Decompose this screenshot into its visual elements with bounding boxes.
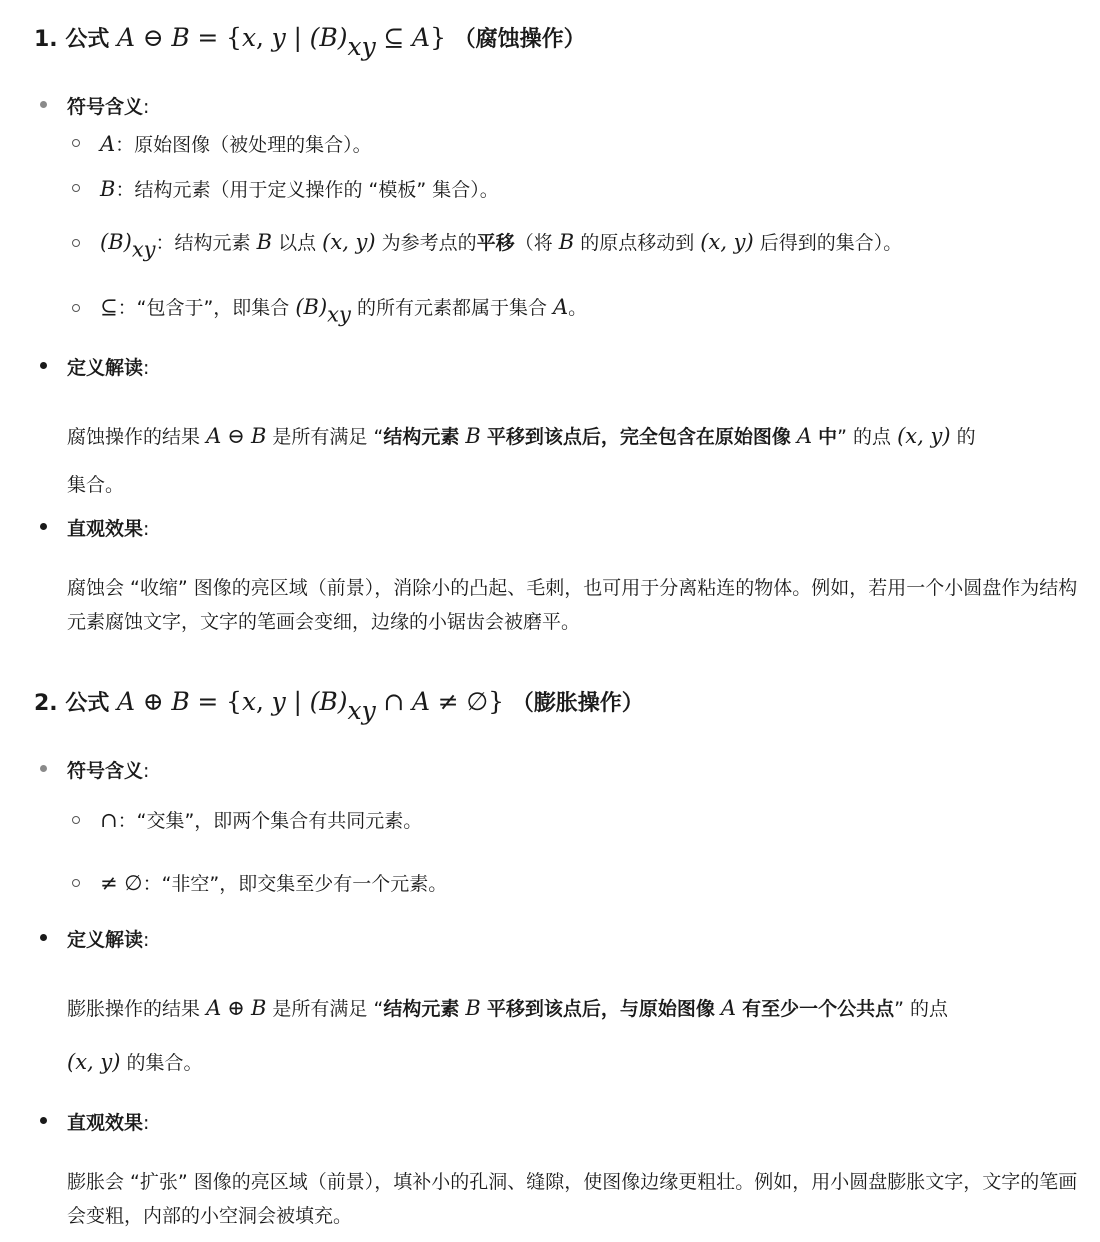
section-2-number: 2. 公式 <box>34 691 110 716</box>
section-2-heading <box>34 686 644 725</box>
bullet-dot <box>40 101 47 108</box>
bullet-dot <box>40 934 47 941</box>
bullet-dot <box>40 1117 47 1124</box>
list-item: A：原始图像（被处理的集合）。 <box>100 132 372 156</box>
bullet-dot <box>40 523 47 530</box>
symbol-meaning-label: 符号含义: <box>67 760 150 782</box>
sub-bullet <box>72 239 80 247</box>
sub-bullet <box>72 816 80 824</box>
section-1-title: （腐蚀操作） <box>453 27 586 52</box>
definition-label: 定义解读: <box>67 357 150 379</box>
list-item: ∩：“交集”，即两个集合有共同元素。 <box>100 808 423 832</box>
bullet-dot <box>40 362 47 369</box>
bullet-dot <box>40 765 47 772</box>
sub-bullet <box>72 879 80 887</box>
section-2-title: （膨胀操作） <box>511 691 644 716</box>
list-item: ≠ ∅：“非空”，即交集至少有一个元素。 <box>100 871 448 895</box>
erosion-formula: A ⊖ B = {x, y | $(B)_{xy}$ ⊆ A} <box>117 23 446 61</box>
definition-line-2: (x, y) 的集合。 <box>67 1050 203 1074</box>
definition-line-1: 腐蚀操作的结果 A ⊖ B 是所有满足 “结构元素 B 平移到该点后，完全包含在原始图像 A 中” 的点 (x, y) 的 <box>67 424 976 448</box>
dilation-formula: A ⊕ B = {x, y | $(B)_{xy}$ ∩ A ≠ ∅} <box>117 687 505 725</box>
sub-bullet <box>72 184 80 192</box>
effect-label: 直观效果: <box>67 1112 150 1134</box>
definition-line-2: 集合。 <box>67 474 125 496</box>
effect-paragraph: 膨胀会 “扩张” 图像的亮区域（前景），填补小的孔洞、缝隙，使图像边缘更粗壮。例如，用小圆盘膨胀文字，文字的笔画会变粗，内部的小空洞会被填充。 <box>67 1171 1078 1227</box>
section-1-heading <box>34 22 586 61</box>
list-item: ⊆：“包含于”，即集合 $(B)_{xy}$ 的所有元素都属于集合 A。 <box>100 295 588 327</box>
section-1-number: 1. 公式 <box>34 27 110 52</box>
symbol-meaning-label: 符号含义: <box>67 96 150 118</box>
effect-paragraph: 腐蚀会 “收缩” 图像的亮区域（前景），消除小的凸起、毛刺，也可用于分离粘连的物体。例如，若用一个小圆盘作为结构元素腐蚀文字，文字的笔画会变细，边缘的小锯齿会被磨平。 <box>67 577 1078 633</box>
list-item: B：结构元素（用于定义操作的 “模板” 集合）。 <box>100 177 499 201</box>
sub-bullet <box>72 304 80 312</box>
effect-label: 直观效果: <box>67 518 150 540</box>
definition-label: 定义解读: <box>67 929 150 951</box>
list-item: $(B)_{xy}$：结构元素 B 以点 (x, y) 为参考点的平移（将 B 的原点移动到 (x, y) 后得到的集合）。 <box>100 230 903 262</box>
definition-line-1: 膨胀操作的结果 A ⊕ B 是所有满足 “结构元素 B 平移到该点后，与原始图像 A 有至少一个公共点” 的点 <box>67 996 949 1020</box>
sub-bullet <box>72 139 80 147</box>
